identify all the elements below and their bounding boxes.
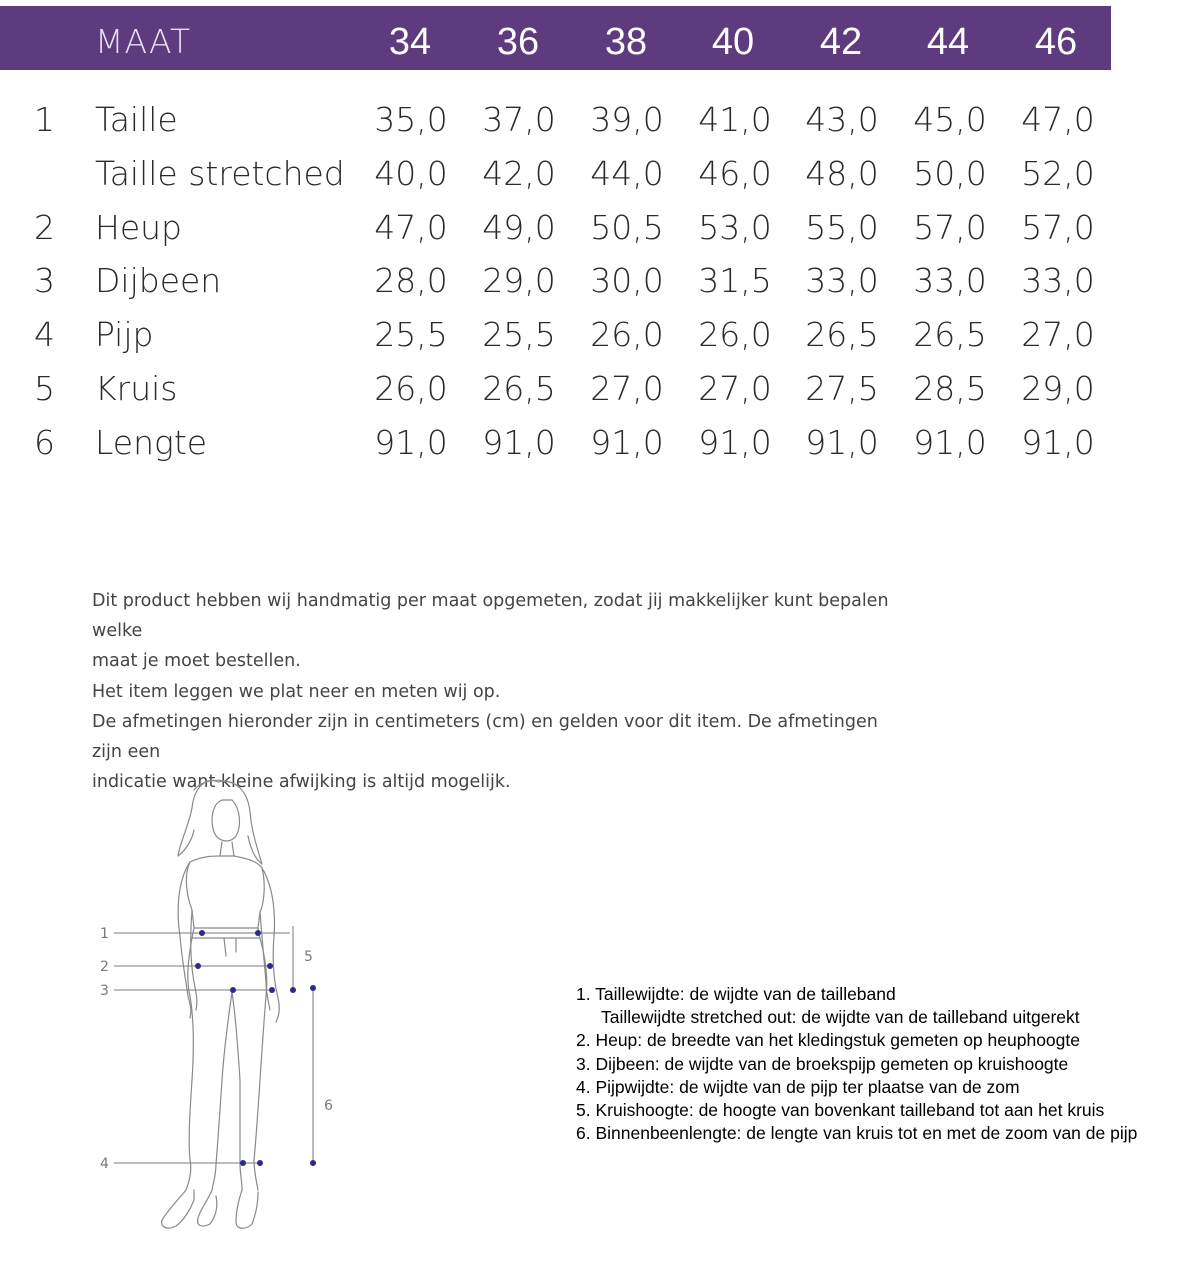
size-column-44: 44 xyxy=(926,21,970,63)
size-column-42: 42 xyxy=(819,21,863,63)
row-value: 26,5 xyxy=(482,369,556,408)
row-value: 50,0 xyxy=(913,153,987,193)
row-value: 91,0 xyxy=(913,422,987,462)
row-number: 1 xyxy=(34,100,55,139)
row-value: 33,0 xyxy=(805,261,879,301)
row-value: 44,0 xyxy=(590,153,664,193)
row-value: 27,5 xyxy=(805,369,879,408)
table-row xyxy=(0,208,1200,262)
row-value: 25,5 xyxy=(374,315,448,355)
row-value: 53,0 xyxy=(698,207,772,247)
table-row xyxy=(0,423,1200,477)
row-value: 45,0 xyxy=(913,100,987,139)
figure-label-3: 3 xyxy=(100,983,109,999)
row-value: 41,0 xyxy=(698,100,772,139)
row-number: 4 xyxy=(34,315,55,355)
row-value: 91,0 xyxy=(1021,422,1095,462)
intro-line: maat je moet bestellen. xyxy=(92,651,301,672)
row-value: 91,0 xyxy=(482,422,556,462)
row-value: 50,5 xyxy=(590,207,664,247)
row-value: 31,5 xyxy=(698,261,772,301)
row-label: Heup xyxy=(95,207,182,247)
row-value: 52,0 xyxy=(1021,153,1095,193)
row-label: Taille stretched xyxy=(95,153,345,193)
row-value: 35,0 xyxy=(374,100,448,139)
row-number: 6 xyxy=(34,422,55,462)
size-column-36: 36 xyxy=(496,21,540,63)
row-value: 33,0 xyxy=(1021,261,1095,301)
row-value: 43,0 xyxy=(805,100,879,139)
figure-label-2: 2 xyxy=(100,959,109,975)
row-value: 91,0 xyxy=(590,422,664,462)
row-value: 27,0 xyxy=(1021,315,1095,355)
row-value: 26,5 xyxy=(913,315,987,355)
row-value: 49,0 xyxy=(482,207,556,247)
figure-illustration xyxy=(90,760,350,1240)
size-column-38: 38 xyxy=(604,21,648,63)
row-value: 25,5 xyxy=(482,315,556,355)
figure-label-6: 6 xyxy=(324,1098,333,1114)
table-row xyxy=(0,261,1200,315)
row-value: 37,0 xyxy=(482,100,556,139)
row-label: Kruis xyxy=(95,369,178,408)
intro-line: indicatie want kleine afwijking is altijd mogelijk. xyxy=(92,772,511,793)
size-column-34: 34 xyxy=(388,21,432,63)
legend-item: 4. Pijpwijdte: de wijdte van de pijp ter plaatse van de zom xyxy=(576,1076,1020,1097)
row-value: 26,0 xyxy=(698,315,772,355)
table-row xyxy=(0,154,1200,208)
row-label: Pijp xyxy=(95,315,154,355)
row-value: 33,0 xyxy=(913,261,987,301)
row-value: 28,0 xyxy=(374,261,448,301)
row-value: 29,0 xyxy=(1021,369,1095,408)
size-column-40: 40 xyxy=(711,21,755,63)
figure-label-4: 4 xyxy=(100,1156,109,1172)
table-row xyxy=(0,315,1200,369)
row-value: 30,0 xyxy=(590,261,664,301)
intro-line: Dit product hebben wij handmatig per maat opgemeten, zodat jij makkelijker kunt bepalen welke xyxy=(92,591,889,642)
legend-item: 1. Taillewijdte: de wijdte van de tailleband xyxy=(576,984,896,1004)
size-header-label: MAAT xyxy=(95,22,192,61)
measurement-figure xyxy=(90,760,350,1240)
row-value: 55,0 xyxy=(805,207,879,247)
size-header-bar xyxy=(0,6,1111,70)
row-number: 5 xyxy=(34,369,55,408)
row-value: 42,0 xyxy=(482,153,556,193)
measurement-legend xyxy=(576,983,1137,1145)
row-value: 91,0 xyxy=(374,422,448,462)
table-row xyxy=(0,100,1200,154)
row-value: 47,0 xyxy=(374,207,448,247)
row-value: 47,0 xyxy=(1021,100,1095,139)
row-label: Lengte xyxy=(95,422,208,462)
row-value: 40,0 xyxy=(374,153,448,193)
row-number: 2 xyxy=(34,207,55,247)
size-column-46: 46 xyxy=(1034,21,1078,63)
row-value: 57,0 xyxy=(913,207,987,247)
table-row xyxy=(0,369,1200,423)
row-value: 27,0 xyxy=(590,369,664,408)
row-value: 26,5 xyxy=(805,315,879,355)
figure-label-1: 1 xyxy=(100,926,109,942)
legend-item: 5. Kruishoogte: de hoogte van bovenkant tailleband tot aan het kruis xyxy=(576,1100,1105,1121)
legend-item: 6. Binnenbeenlengte: de lengte van kruis tot en met de zoom van de pijp xyxy=(576,1123,1138,1144)
figure-label-5: 5 xyxy=(304,949,313,965)
legend-item: 3. Dijbeen: de wijdte van de broekspijp gemeten op kruishoogte xyxy=(576,1053,1069,1074)
row-label: Taille xyxy=(95,100,178,139)
row-value: 26,0 xyxy=(590,315,664,355)
row-label: Dijbeen xyxy=(95,261,222,301)
intro-line: De afmetingen hieronder zijn in centimeters (cm) en gelden voor dit item. De afmetingen zijn een xyxy=(92,711,878,763)
row-value: 46,0 xyxy=(698,153,772,193)
row-value: 39,0 xyxy=(590,100,664,139)
legend-item: Taillewijdte stretched out: de wijdte van de tailleband uitgerekt xyxy=(601,1007,1080,1028)
row-number: 3 xyxy=(34,261,55,301)
legend-item: 2. Heup: de breedte van het kledingstuk gemeten op heuphoogte xyxy=(576,1030,1080,1051)
row-value: 28,5 xyxy=(913,369,987,408)
intro-line: Het item leggen we plat neer en meten wij op. xyxy=(92,681,501,702)
row-value: 29,0 xyxy=(482,261,556,301)
row-value: 91,0 xyxy=(805,422,879,462)
row-value: 26,0 xyxy=(374,369,448,408)
row-value: 27,0 xyxy=(698,369,772,408)
row-value: 57,0 xyxy=(1021,207,1095,247)
row-value: 48,0 xyxy=(805,153,879,193)
row-value: 91,0 xyxy=(698,422,772,462)
